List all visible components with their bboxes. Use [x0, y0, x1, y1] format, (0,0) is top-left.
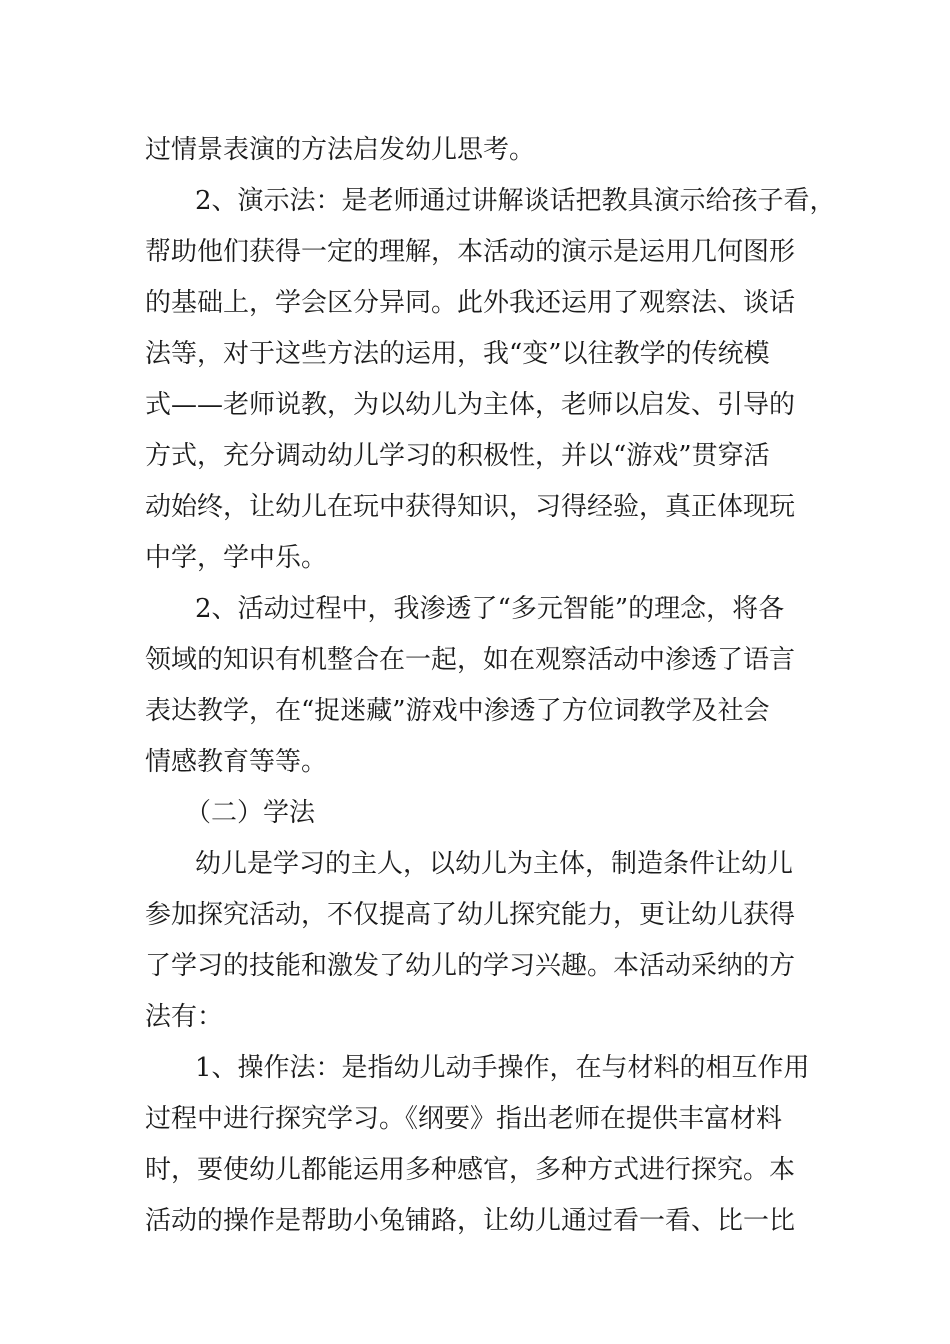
- text-line: 2、活动过程中，我渗透了“多元智能”的理念，将各: [195, 594, 785, 624]
- text-line: 表达教学，在“捉迷藏”游戏中渗透了方位词教学及社会: [145, 696, 770, 726]
- text-line: 过情景表演的方法启发幼儿思考。: [145, 135, 536, 165]
- text-line: 中学，学中乐。: [145, 543, 328, 573]
- text-line: 情感教育等等。: [145, 747, 328, 777]
- text-line: 方式，充分调动幼儿学习的积极性，并以“游戏”贯穿活: [145, 441, 770, 471]
- text-line: 活动的操作是帮助小兔铺路，让幼儿通过看一看、比一比: [145, 1206, 796, 1236]
- text-line: 了学习的技能和激发了幼儿的学习兴趣。本活动采纳的方: [145, 951, 796, 981]
- text-line: 过程中进行探究学习。《纲要》指出老师在提供丰富材料: [145, 1104, 783, 1134]
- section-heading: （二）学法: [185, 798, 316, 828]
- text-line: 1、操作法：是指幼儿动手操作，在与材料的相互作用: [195, 1053, 810, 1083]
- text-line: 2、演示法：是老师通过讲解谈话把教具演示给孩子看，: [195, 186, 836, 216]
- text-line: 参加探究活动，不仅提高了幼儿探究能力，更让幼儿获得: [145, 900, 796, 930]
- text-line: 帮助他们获得一定的理解，本活动的演示是运用几何图形: [145, 237, 796, 267]
- text-line: 动始终，让幼儿在玩中获得知识，习得经验，真正体现玩: [145, 492, 796, 522]
- text-line: 的基础上，学会区分异同。此外我还运用了观察法、谈话: [145, 288, 796, 318]
- text-line: 法等，对于这些方法的运用，我“变”以往教学的传统模: [145, 339, 770, 369]
- text-line: 法有：: [145, 1002, 224, 1032]
- text-line: 式——老师说教，为以幼儿为主体，老师以启发、引导的: [145, 390, 796, 420]
- text-line: 时，要使幼儿都能运用多种感官，多种方式进行探究。本: [145, 1155, 796, 1185]
- text-line: 领域的知识有机整合在一起，如在观察活动中渗透了语言: [145, 645, 796, 675]
- text-line: 幼儿是学习的主人，以幼儿为主体，制造条件让幼儿: [195, 849, 794, 879]
